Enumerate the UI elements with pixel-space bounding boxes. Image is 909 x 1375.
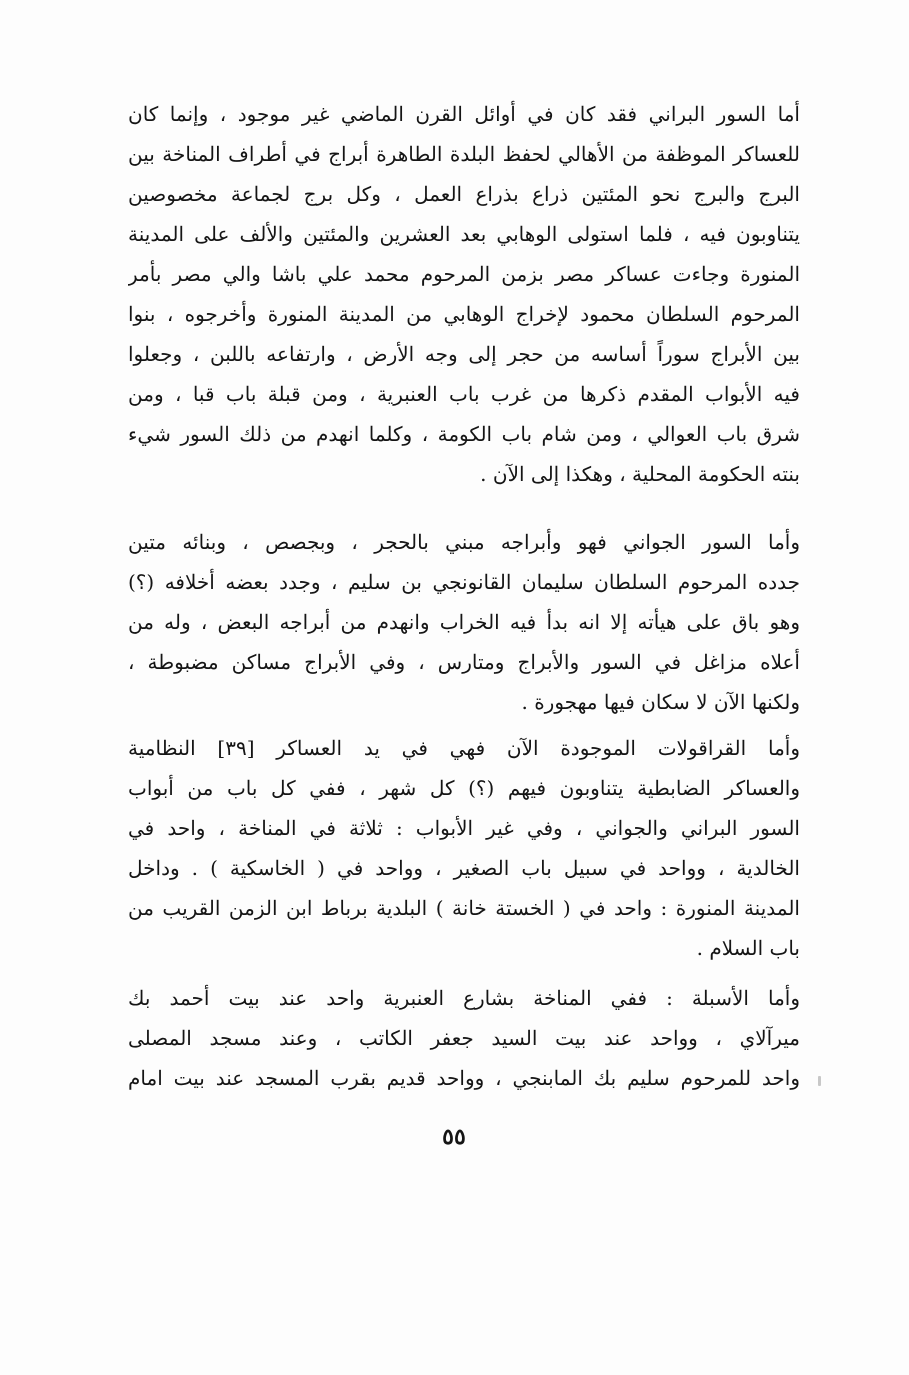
text-line: بين الأبراج سوراً أساسه من حجر إلى وجه الأرض ، وارتفاعه باللبن ، وجعلوا — [128, 342, 800, 366]
scan-speck — [818, 1076, 821, 1086]
paragraph-outer-wall — [128, 94, 800, 494]
text-line: وهو باق على هيأته إلا انه بدأ فيه الخراب وانهدم من أبراجه البعض ، وله من — [128, 610, 800, 634]
text-line: جدده المرحوم السلطان سليمان القانونجي بن سليم ، وجدد بعضه أخلافه (؟) — [128, 570, 800, 594]
text-line: البرج والبرج نحو المئتين ذراع بذراع العمل ، وكل برج لجماعة مخصوصين — [128, 182, 800, 206]
text-line: أما السور البراني فقد كان في أوائل القرن الماضي غير موجود ، وإنما كان — [128, 102, 800, 126]
text-line: المدينة المنورة : واحد في ( الخستة خانة ) البلدية برباط ابن الزمن القريب من — [128, 896, 800, 920]
text-line: المنورة وجاءت عساكر مصر بزمن المرحوم محمد علي باشا والي مصر بأمر — [128, 262, 800, 286]
text-line: باب السلام . — [696, 936, 800, 960]
text-line: واحد للمرحوم سليم بك المابنجي ، وواحد قديم بقرب المسجد عند بيت امام — [128, 1066, 800, 1090]
text-line: ميرآلاي ، وواحد عند بيت السيد جعفر الكاتب ، وعند مسجد المصلى — [128, 1026, 800, 1050]
text-line: ولكنها الآن لا سكان فيها مهجورة . — [521, 690, 800, 714]
paragraph-guard-posts — [128, 728, 800, 968]
paragraph-inner-wall — [128, 522, 800, 722]
text-line: وأما السور الجواني فهو وأبراجه مبني بالحجر ، وبجصص ، وبنائه متين — [128, 530, 800, 554]
text-line: السور البراني والجواني ، وفي غير الأبواب : ثلاثة في المناخة ، واحد في — [128, 816, 800, 840]
paragraph-fountains — [128, 978, 800, 1098]
text-line: والعساكر الضابطية يتناوبون فيهم (؟) كل شهر ، ففي كل باب من أبواب — [128, 776, 800, 800]
text-line: فيه الأبواب المقدم ذكرها من غرب باب العنبرية ، ومن قبلة باب قبا ، ومن — [128, 382, 800, 406]
text-line: الخالدية ، وواحد في سبيل باب الصغير ، وواحد في ( الخاسكية ) . وداخل — [128, 856, 800, 880]
text-line: بنته الحكومة المحلية ، وهكذا إلى الآن . — [480, 462, 800, 486]
text-line: المرحوم السلطان محمود لإخراج الوهابي من المدينة المنورة وأخرجوه ، بنوا — [128, 302, 800, 326]
text-line: وأما الأسبلة : ففي المناخة بشارع العنبرية واحد عند بيت أحمد بك — [128, 986, 800, 1010]
page-number: ٥٥ — [442, 1124, 466, 1150]
text-line: للعساكر الموظفة من الأهالي لحفظ البلدة الطاهرة أبراج في أطراف المناخة بين — [128, 142, 800, 166]
text-line: شرق باب العوالي ، ومن شام باب الكومة ، وكلما انهدم من ذلك السور شيء — [128, 422, 800, 446]
text-line: وأما القراقولات الموجودة الآن فهي في يد العساكر [٣٩] النظامية — [128, 736, 800, 760]
text-line: أعلاه مزاغل في السور والأبراج ومتارس ، وفي الأبراج مساكن مضبوطة ، — [128, 650, 800, 674]
text-line: يتناوبون فيه ، فلما استولى الوهابي بعد العشرين والمئتين والألف على المدينة — [128, 222, 800, 246]
